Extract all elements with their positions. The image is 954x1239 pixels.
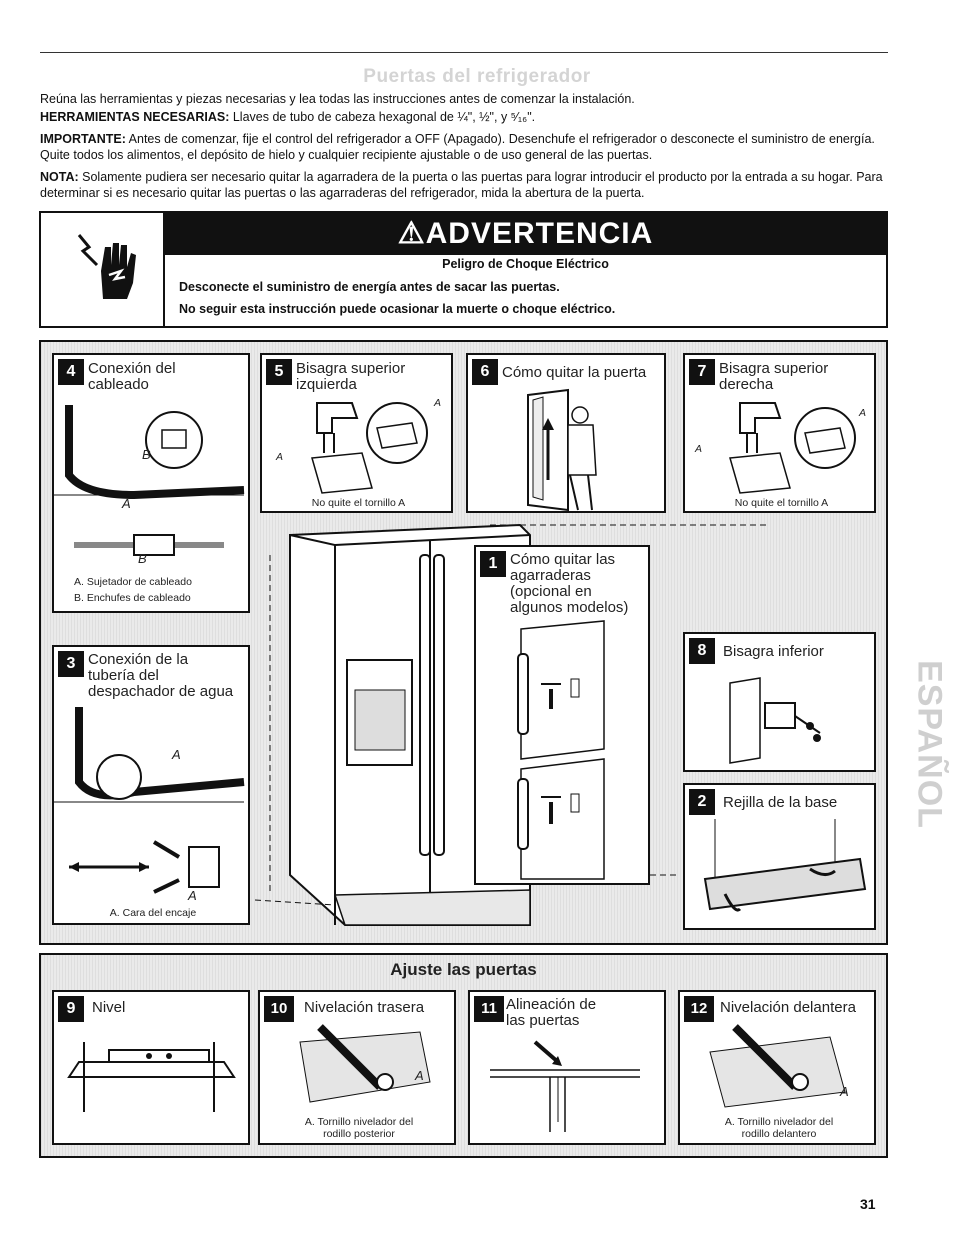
warning-consequence: No seguir esta instrucción puede ocasionar la muerte o choque eléctrico. bbox=[179, 302, 616, 316]
left-hinge-illustration bbox=[262, 393, 455, 493]
step-1-title-line3: (opcional en bbox=[510, 583, 592, 600]
note-paragraph bbox=[40, 169, 890, 201]
door-alignment-illustration bbox=[470, 1032, 668, 1142]
step-12-title: Nivelación delantera bbox=[720, 999, 856, 1016]
step-5-title-line1: Bisagra superior bbox=[296, 360, 406, 377]
step-number-3: 3 bbox=[58, 651, 84, 677]
warning-triangle-icon: ⚠ bbox=[397, 217, 426, 250]
door-removal-illustration bbox=[468, 385, 668, 515]
note-label: NOTA: bbox=[40, 170, 79, 184]
step-11-door-alignment bbox=[468, 990, 666, 1145]
top-rule bbox=[40, 52, 888, 53]
step-1-remove-handles bbox=[474, 545, 650, 885]
warning-instruction: Desconecte el suministro de energía antes de sacar las puertas. bbox=[179, 280, 560, 294]
important-text: Antes de comenzar, fije el control del refrigerador a OFF (Apagado). Desenchufe el refrigerador o desconecte el suministro de energía. Quite todos los alimentos, el depósito de hielo y cualquier recipiente ajustable o de uso general de las puertas. bbox=[40, 132, 875, 162]
step-1-title-line2: agarraderas bbox=[510, 567, 591, 584]
step-12-caption-line2: rodillo delantero bbox=[741, 1128, 817, 1140]
step-3-label-a-top: A bbox=[172, 747, 181, 762]
label-b-top: B bbox=[142, 447, 151, 462]
step-number-1: 1 bbox=[480, 551, 506, 577]
step-8-title: Bisagra inferior bbox=[723, 643, 824, 660]
step-7-label-a-right: A bbox=[859, 407, 867, 419]
tools-text: Llaves de tubo de cabeza hexagonal de ¼", ½", y ⁵⁄₁₆". bbox=[229, 110, 536, 124]
step-7-right-top-hinge bbox=[683, 353, 876, 513]
step-1-title-line1: Cómo quitar las bbox=[510, 551, 616, 568]
important-paragraph bbox=[40, 131, 890, 163]
step-2-base-grille bbox=[683, 783, 876, 930]
step-number-11: 11 bbox=[474, 996, 504, 1022]
step-10-label-a: A bbox=[415, 1068, 424, 1083]
warning-hazard-title: Peligro de Choque Eléctrico bbox=[442, 257, 609, 271]
label-a: A bbox=[122, 496, 131, 511]
step-number-5: 5 bbox=[266, 359, 292, 385]
step-6-title: Cómo quitar la puerta bbox=[502, 364, 647, 381]
step-5-label-a-right: A bbox=[434, 397, 442, 409]
step-6-remove-door bbox=[466, 353, 666, 513]
level-illustration bbox=[54, 1032, 252, 1142]
warning-banner bbox=[165, 213, 886, 255]
step-7-title-line1: Bisagra superior bbox=[719, 360, 829, 377]
step-12-front-leveling bbox=[678, 990, 876, 1145]
step-3-caption: A. Cara del encaje bbox=[109, 907, 197, 919]
step-12-label-a: A bbox=[840, 1084, 849, 1099]
step-8-bottom-hinge bbox=[683, 632, 876, 772]
step-4-title-line1: Conexión del bbox=[88, 360, 176, 377]
step-9-level bbox=[52, 990, 250, 1145]
step-number-9: 9 bbox=[58, 996, 84, 1022]
base-grille-illustration bbox=[685, 819, 878, 929]
important-label: IMPORTANTE: bbox=[40, 132, 126, 146]
label-b-bottom: B bbox=[138, 551, 147, 566]
page-title: Puertas del refrigerador bbox=[363, 66, 591, 87]
step-9-title: Nivel bbox=[92, 999, 126, 1016]
warning-box bbox=[39, 211, 888, 328]
step-4-title-line2: cableado bbox=[88, 376, 149, 393]
note-text: Solamente pudiera ser necesario quitar la agarradera de la puerta o las puertas para lograr introducir el producto por la entrada a su hogar. Para determinar si es necesario quitar las puertas o las agarraderas del refrigerador, mida la abertura de la puerta. bbox=[40, 170, 883, 200]
step-11-title-line2: las puertas bbox=[506, 1012, 580, 1029]
step-4-caption-b: B. Enchufes de cableado bbox=[74, 592, 191, 604]
step-10-caption-line1: A. Tornillo nivelador del bbox=[304, 1116, 414, 1128]
step-7-label-a-left: A bbox=[695, 443, 703, 455]
step-10-caption-line2: rodillo posterior bbox=[323, 1128, 395, 1140]
step-number-12: 12 bbox=[684, 996, 714, 1022]
shock-hazard-icon bbox=[41, 213, 163, 326]
page-number: 31 bbox=[860, 1196, 876, 1212]
language-side-tab-text: ESPAÑOL bbox=[910, 660, 949, 829]
step-10-title: Nivelación trasera bbox=[304, 999, 425, 1016]
step-3-water-line-connection bbox=[52, 645, 250, 925]
step-11-title-line1: Alineación de bbox=[506, 996, 597, 1013]
tools-paragraph bbox=[40, 109, 890, 125]
step-1-title-line4: algunos modelos) bbox=[510, 599, 629, 616]
step-7-caption: No quite el tornillo A bbox=[734, 497, 829, 509]
language-side-tab bbox=[904, 645, 949, 835]
step-5-title-line2: izquierda bbox=[296, 376, 357, 393]
wiring-illustration bbox=[54, 395, 252, 575]
step-5-label-a-left: A bbox=[276, 451, 284, 463]
step-7-title-line2: derecha bbox=[719, 376, 774, 393]
adjust-doors-title: Ajuste las puertas bbox=[390, 960, 537, 979]
step-2-title: Rejilla de la base bbox=[723, 794, 838, 811]
step-number-10: 10 bbox=[264, 996, 294, 1022]
step-number-2: 2 bbox=[689, 789, 715, 815]
step-3-title-line3: despachador de agua bbox=[88, 683, 234, 700]
step-number-4: 4 bbox=[58, 359, 84, 385]
intro-text: Reúna las herramientas y piezas necesarias y lea todas las instrucciones antes de comenzar la instalación. bbox=[40, 92, 635, 106]
step-12-caption-line1: A. Tornillo nivelador del bbox=[724, 1116, 834, 1128]
step-number-6: 6 bbox=[472, 359, 498, 385]
warning-icon-cell bbox=[41, 213, 165, 326]
step-3-title-line1: Conexión de la bbox=[88, 651, 189, 668]
bottom-hinge-illustration bbox=[685, 668, 878, 768]
step-3-label-a-bottom: A bbox=[188, 888, 197, 903]
step-4-caption-a: A. Sujetador de cableado bbox=[74, 576, 192, 588]
handle-removal-illustration bbox=[476, 619, 652, 879]
step-number-8: 8 bbox=[689, 638, 715, 664]
intro-paragraph bbox=[40, 91, 890, 107]
right-hinge-illustration bbox=[685, 393, 878, 493]
step-5-left-top-hinge bbox=[260, 353, 453, 513]
warning-banner-text: ADVERTENCIA bbox=[425, 217, 654, 250]
step-10-rear-leveling bbox=[258, 990, 456, 1145]
step-4-wiring-connection bbox=[52, 353, 250, 613]
step-3-title-line2: tubería del bbox=[88, 667, 159, 684]
rear-leveling-illustration bbox=[260, 1022, 458, 1112]
step-number-7: 7 bbox=[689, 359, 715, 385]
water-line-illustration bbox=[54, 702, 252, 902]
step-5-caption: No quite el tornillo A bbox=[311, 497, 406, 509]
tools-label: HERRAMIENTAS NECESARIAS: bbox=[40, 110, 230, 124]
